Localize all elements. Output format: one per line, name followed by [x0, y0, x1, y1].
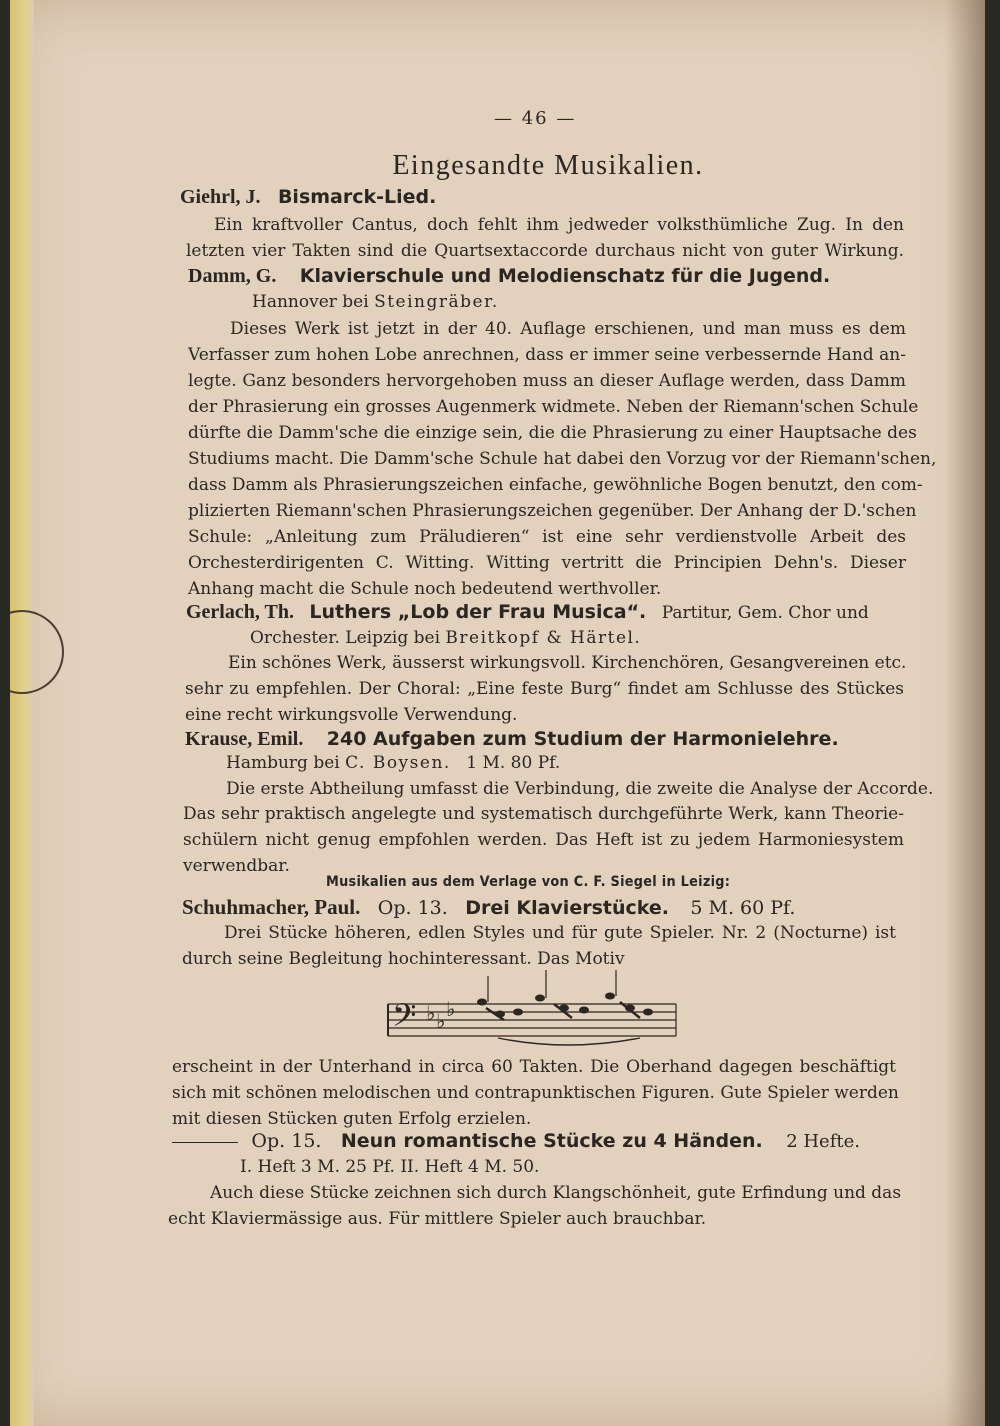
price-line: I. Heft 3 M. 25 Pf. II. Heft 4 M. 50. [240, 1157, 540, 1177]
text-line: Verfasser zum hohen Lobe anrechnen, dass er immer seine verbessernde Hand an- [188, 345, 906, 365]
page-edge-left [10, 0, 34, 1426]
entry-heading-op15 [172, 1130, 860, 1153]
text-line: Drei Stücke höheren, edlen Styles und für gute Spieler. Nr. 2 (Nocturne) ist [224, 923, 896, 943]
note-head [625, 1005, 635, 1012]
author-name: Damm, G. [188, 265, 277, 287]
book-page [10, 0, 985, 1426]
author-name: Schuhmacher, Paul. [182, 895, 361, 919]
work-title: 240 Aufgaben zum Studium der Harmonielehre. [326, 728, 839, 750]
text-line: sich mit schönen melodischen und contrapunktischen Figuren. Gute Spieler werden [172, 1083, 899, 1103]
publisher-line [226, 752, 560, 774]
text-line: Ein kraftvoller Cantus, doch fehlt ihm jedweder volksthümliche Zug. In den [214, 215, 904, 235]
price: 1 M. 80 Pf. [466, 753, 561, 773]
volume-count: 2 Hefte. [786, 1131, 860, 1152]
text-line: sehr zu empfehlen. Der Choral: „Eine feste Burg“ findet am Schlusse des Stückes [185, 679, 904, 699]
text-line: durch seine Begleitung hochinteressant. Das Motiv [182, 949, 625, 969]
publisher-prefix: Hannover bei [252, 292, 369, 312]
text-line: verwendbar. [183, 856, 290, 876]
text-line: Die erste Abtheilung umfasst die Verbindung, die zweite die Analyse der Accorde. [226, 779, 934, 799]
text-line: Ein schönes Werk, äusserst wirkungsvoll. Kirchenchören, Gesangvereinen etc. [228, 653, 907, 673]
note-head [643, 1009, 653, 1016]
note-head [579, 1007, 589, 1014]
text-line: schülern nicht genug empfohlen werden. Das Heft ist zu jedem Harmoniesystem [183, 830, 904, 850]
publisher-line [252, 291, 499, 313]
bass-clef-icon: 𝄢 [392, 997, 417, 1041]
author-name: Krause, Emil. [185, 728, 304, 750]
publisher-name: C. Boysen. [345, 753, 451, 773]
text-line: Studiums macht. Die Damm'sche Schule hat dabei den Vorzug vor der Riemann'schen, [188, 449, 937, 469]
note-head [477, 999, 487, 1006]
page-number: — 46 — [494, 108, 577, 129]
text-line: letzten vier Takten sind die Quartsextaccorde durchaus nicht von guter Wirkung. [186, 241, 904, 261]
flat-icon: ♭ [436, 1009, 446, 1033]
entry-heading-giehrl [180, 186, 436, 209]
opus-number: Op. 15. [251, 1130, 322, 1152]
price: 5 M. 60 Pf. [690, 897, 796, 919]
work-title: Klavierschule und Melodienschatz für die Jugend. [299, 265, 831, 287]
work-title: Neun romantische Stücke zu 4 Händen. [340, 1130, 763, 1152]
flat-icon: ♭ [446, 997, 456, 1021]
author-name: Gerlach, Th. [186, 601, 294, 623]
text-line: Anhang macht die Schule noch bedeutend werthvoller. [188, 579, 662, 599]
publisher-prefix: Orchester. Leipzig bei [250, 628, 441, 648]
entry-heading-gerlach [186, 601, 904, 624]
text-line: plizierten Riemann'schen Phrasierungszeichen gegenüber. Der Anhang der D.'schen [188, 501, 917, 521]
text-line: Orchesterdirigenten C. Witting. Witting vertritt die Principien Dehn's. Dieser [188, 553, 906, 573]
publisher-name: Steingräber. [374, 292, 499, 312]
publisher-section-header: Musikalien aus dem Verlage von C. F. Siegel in Leizig: [326, 874, 731, 890]
text-line: mit diesen Stücken guten Erfolg erzielen. [172, 1109, 532, 1129]
text-line: eine recht wirkungsvolle Verwendung. [185, 705, 518, 725]
ditto-rule [172, 1142, 238, 1143]
publisher-line [250, 627, 641, 649]
author-name: Giehrl, J. [180, 186, 261, 208]
text-line: legte. Ganz besonders hervorgehoben muss an dieser Auflage werden, dass Damm [188, 371, 906, 391]
text-line: der Phrasierung ein grosses Augenmerk widmete. Neben der Riemann'schen Schule [188, 397, 919, 417]
note-head [559, 1005, 569, 1012]
page-heading: Eingesandte Musikalien. [392, 150, 704, 181]
text-line: Dieses Werk ist jetzt in der 40. Auflage erschienen, und man muss es dem [230, 319, 906, 339]
entry-heading-schuhmacher [182, 896, 795, 920]
paper-clip-icon [10, 610, 64, 694]
flat-icon: ♭ [426, 1001, 436, 1025]
text-line: erscheint in der Unterhand in circa 60 Takten. Die Oberhand dagegen beschäftigt [172, 1057, 896, 1077]
text-line: echt Klaviermässige aus. Für mittlere Spieler auch brauchbar. [168, 1209, 707, 1229]
opus-number: Op. 13. [377, 897, 448, 919]
work-title: Luthers „Lob der Frau Musica“. [309, 601, 647, 623]
note-head [605, 993, 615, 1000]
music-motif-notation [378, 968, 690, 1052]
page-gutter-right [945, 0, 985, 1426]
work-title: Drei Klavierstücke. [465, 897, 669, 919]
slur [498, 1038, 640, 1045]
text-line: dass Damm als Phrasierungszeichen einfache, gewöhnliche Bogen benutzt, den com- [188, 475, 923, 495]
entry-heading-krause [185, 728, 903, 751]
note-head [495, 1011, 505, 1018]
entry-heading-damm [188, 265, 906, 288]
note-head [513, 1009, 523, 1016]
text-line: Das sehr praktisch angelegte und systematisch durchgeführte Werk, kann Theorie- [183, 804, 904, 824]
work-details: Partitur, Gem. Chor und [661, 603, 869, 623]
text-line: Auch diese Stücke zeichnen sich durch Klangschönheit, gute Erfindung und das [210, 1183, 902, 1203]
text-line: Schule: „Anleitung zum Präludieren“ ist eine sehr verdienstvolle Arbeit des [188, 527, 906, 547]
publisher-name: Breitkopf & Härtel. [445, 628, 642, 648]
work-title: Bismarck-Lied. [277, 186, 437, 208]
note-head [535, 995, 545, 1002]
publisher-prefix: Hamburg bei [226, 753, 340, 773]
text-line: dürfte die Damm'sche die einzige sein, die die Phrasierung zu einer Hauptsache des [188, 423, 917, 443]
